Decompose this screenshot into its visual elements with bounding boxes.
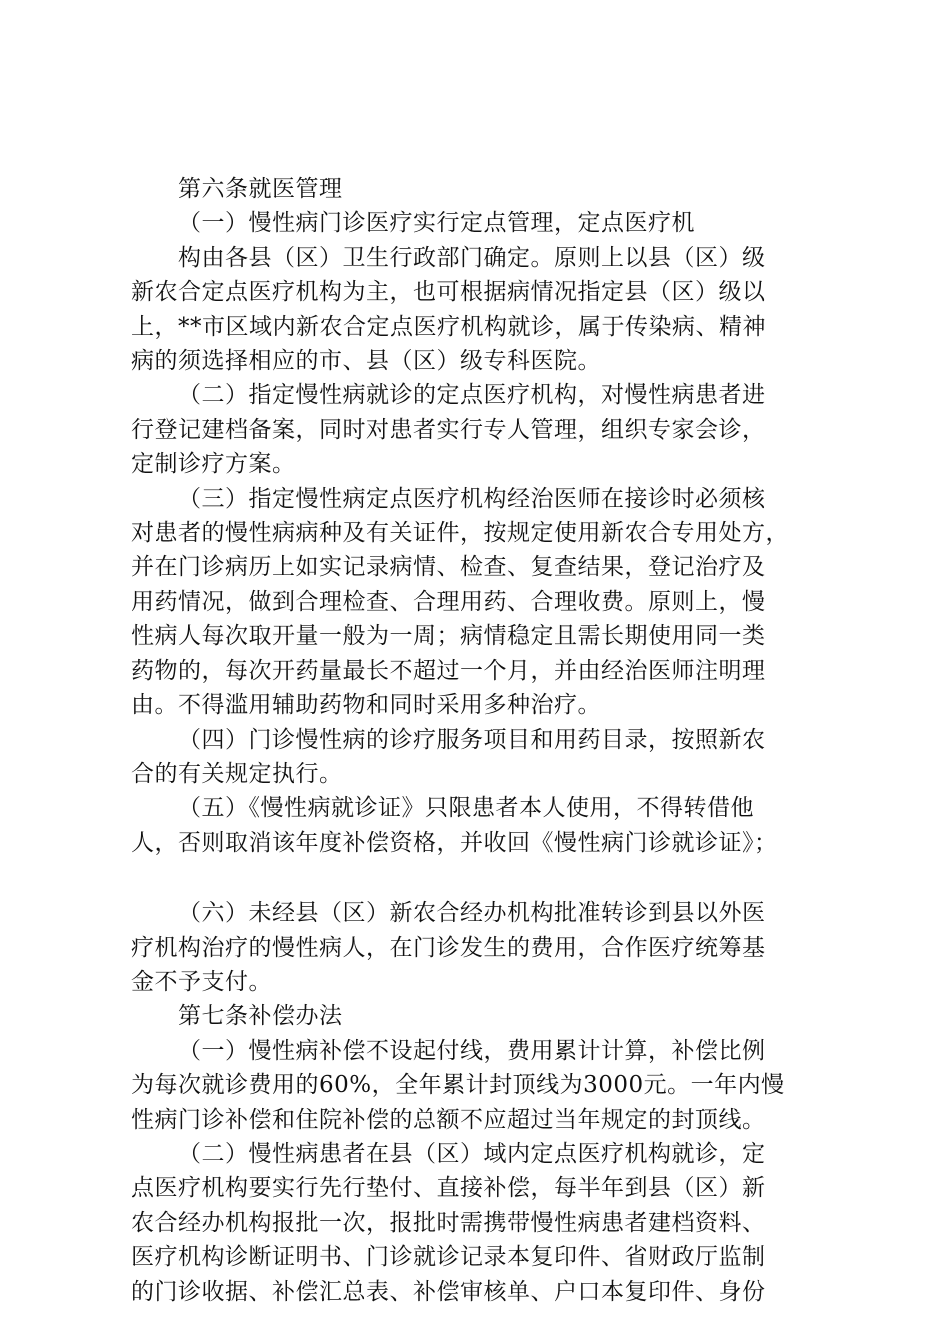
article6-paragraph-4 <box>131 723 836 792</box>
text-line: 农合经办机构报批一次，报批时需携带慢性病患者建档资料、 <box>131 1209 766 1236</box>
text-line: （一）慢性病门诊医疗实行定点管理，定点医疗机 <box>178 210 695 237</box>
text-line: 定制诊疗方案。 <box>131 451 296 478</box>
text-line: 的门诊收据、补偿汇总表、补偿审核单、户口本复印件、身份 <box>131 1278 766 1305</box>
article6-paragraph-1 <box>131 206 836 378</box>
text-line: （二）慢性病患者在县（区）域内定点医疗机构就诊，定 <box>178 1140 766 1167</box>
text-line: 点医疗机构要实行先行垫付、直接补偿，每半年到县（区）新 <box>131 1175 766 1202</box>
text-line: （三）指定慢性病定点医疗机构经治医师在接诊时必须核 <box>178 485 766 512</box>
article7-paragraph-2 <box>131 1137 836 1309</box>
text-line: （六）未经县（区）新农合经办机构批准转诊到县以外医 <box>178 900 766 927</box>
paragraph-spacer <box>131 860 836 896</box>
text-line: 由。不得滥用辅助药物和同时采用多种治疗。 <box>131 692 601 719</box>
text-line: 金不予支付。 <box>131 968 272 995</box>
text-line: 行登记建档备案，同时对患者实行专人管理，组织专家会诊， <box>131 416 766 443</box>
text-line: 性病门诊补偿和住院补偿的总额不应超过当年规定的封顶线。 <box>131 1106 766 1133</box>
article6-paragraph-3 <box>131 482 836 723</box>
text-line: （五）《慢性病就诊证》只限患者本人使用，不得转借他 <box>178 795 754 822</box>
text-line: 性病人每次取开量一般为一周；病情稳定且需长期使用同一类 <box>131 623 766 650</box>
text-line: 对患者的慢性病病种及有关证件，按规定使用新农合专用处方， <box>131 520 789 547</box>
text-line: 构由各县（区）卫生行政部门确定。原则上以县（区）级 <box>178 244 766 271</box>
text-line: 上，**市区域内新农合定点医疗机构就诊，属于传染病、精神 <box>131 313 766 340</box>
text-line: （四）门诊慢性病的诊疗服务项目和用药目录，按照新农 <box>178 726 766 753</box>
article6-paragraph-6 <box>131 896 836 999</box>
text-line: 药物的，每次开药量最长不超过一个月，并由经治医师注明理 <box>131 657 766 684</box>
text-line: 新农合定点医疗机构为主，也可根据病情况指定县（区）级以 <box>131 279 766 306</box>
article6-paragraph-5 <box>131 791 836 860</box>
text-line: 用药情况，做到合理检查、合理用药、合理收费。原则上，慢 <box>131 588 766 615</box>
text-line: 并在门诊病历上如实记录病情、检查、复查结果，登记治疗及 <box>131 554 766 581</box>
document-body <box>131 172 836 1309</box>
article6-heading: 第六条就医管理 <box>178 176 343 202</box>
text-line: 合的有关规定执行。 <box>131 760 343 787</box>
text-line: 医疗机构诊断证明书、门诊就诊记录本复印件、省财政厅监制 <box>131 1244 766 1271</box>
article7-paragraph-1 <box>131 1034 836 1137</box>
article6-paragraph-2 <box>131 378 836 481</box>
article7-heading: 第七条补偿办法 <box>178 1003 343 1030</box>
text-line: 疗机构治疗的慢性病人，在门诊发生的费用，合作医疗统筹基 <box>131 934 766 961</box>
text-line: 人，否则取消该年度补偿资格，并收回《慢性病门诊就诊证》； <box>131 829 778 856</box>
text-line: 为每次就诊费用的60%，全年累计封顶线为3000元。一年内慢 <box>131 1072 785 1099</box>
text-line: （一）慢性病补偿不设起付线，费用累计计算，补偿比例 <box>178 1037 766 1064</box>
text-line: （二）指定慢性病就诊的定点医疗机构，对慢性病患者进 <box>178 382 766 409</box>
text-line: 病的须选择相应的市、县（区）级专科医院。 <box>131 348 601 375</box>
